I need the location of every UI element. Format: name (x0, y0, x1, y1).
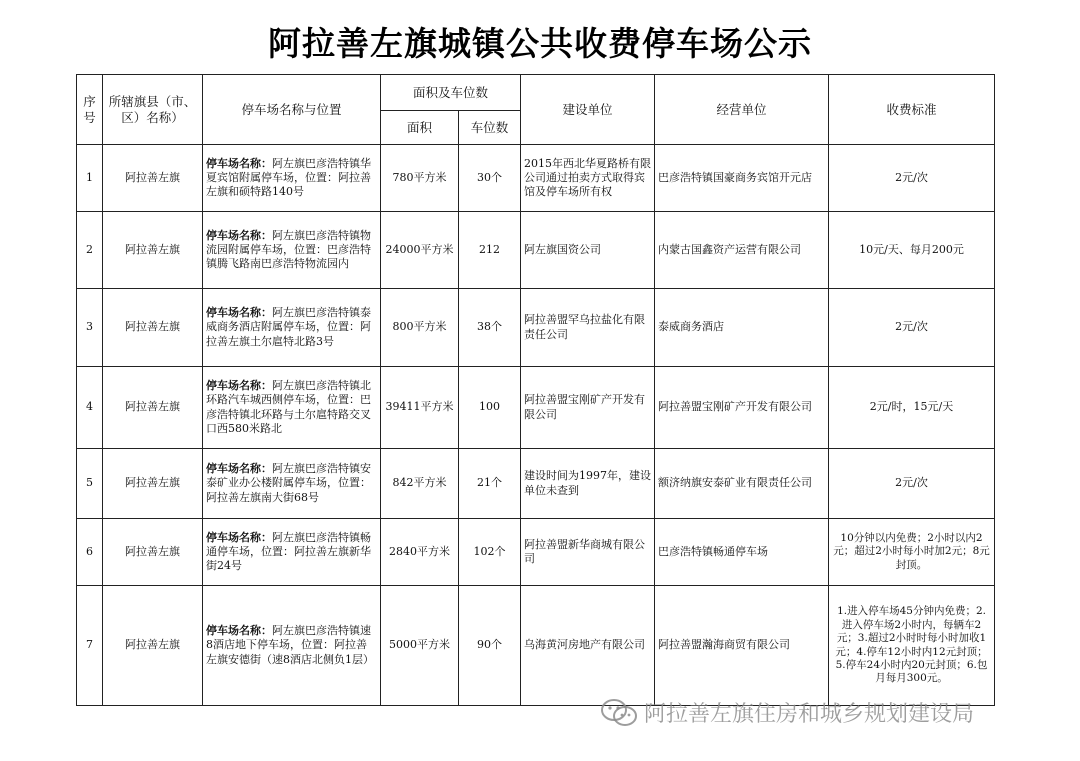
row-name-location-cell (203, 367, 381, 449)
row-no-cell: 2 (77, 212, 103, 289)
row-builder-cell: 阿拉善盟宝刚矿产开发有限公司 (521, 367, 655, 449)
parking-name-location-text: 阿左旗巴彦浩特镇泰威商务酒店附属停车场，位置：阿拉善左旗土尔扈特北路3号 (206, 306, 371, 348)
row-area-cell: 5000平方米 (381, 586, 459, 706)
row-area-cell: 24000平方米 (381, 212, 459, 289)
header-spaces: 车位数 (459, 111, 521, 145)
parking-name-label: 停车场名称： (206, 228, 272, 242)
row-operator-cell: 阿拉善盟宝刚矿产开发有限公司 (655, 367, 829, 449)
row-operator-cell: 泰威商务酒店 (655, 289, 829, 367)
header-fee: 收费标准 (829, 75, 995, 145)
row-no-cell: 1 (77, 145, 103, 212)
row-spaces-cell: 30个 (459, 145, 521, 212)
row-fee-cell: 2元/次 (829, 449, 995, 519)
row-area-cell: 842平方米 (381, 449, 459, 519)
row-no-cell: 7 (77, 586, 103, 706)
row-no-cell: 4 (77, 367, 103, 449)
parking-name-label: 停车场名称： (206, 379, 272, 393)
table-row (77, 145, 995, 212)
row-operator-cell: 阿拉善盟瀚海商贸有限公司 (655, 586, 829, 706)
parking-name-location-text: 阿左旗巴彦浩特镇物流园附属停车场，位置：巴彦浩特镇腾飞路南巴彦浩特物流园内 (206, 228, 371, 271)
row-operator-cell: 内蒙古国鑫资产运营有限公司 (655, 212, 829, 289)
parking-name-location-text: 阿左旗巴彦浩特镇速8酒店地下停车场，位置：阿拉善左旗安德街（速8酒店北侧负1层） (206, 624, 374, 666)
header-operator: 经营单位 (655, 75, 829, 145)
row-name-location-cell (203, 289, 381, 367)
row-name-location-cell (203, 145, 381, 212)
table-row (77, 519, 995, 586)
table-row (77, 212, 995, 289)
page-title: 阿拉善左旗城镇公共收费停车场公示 (268, 24, 812, 63)
row-no-cell: 5 (77, 449, 103, 519)
row-spaces-cell: 21个 (459, 449, 521, 519)
wechat-icon (600, 698, 638, 728)
row-operator-cell: 额济纳旗安泰矿业有限责任公司 (655, 449, 829, 519)
parking-notice-table (76, 74, 995, 706)
header-area-group: 面积及车位数 (381, 75, 521, 111)
parking-name-location-text: 阿左旗巴彦浩特镇北环路汽车城西侧停车场，位置：巴彦浩特镇北环路与土尔扈特路交叉口西580米路北 (206, 379, 371, 435)
table-row (77, 289, 995, 367)
row-spaces-cell: 38个 (459, 289, 521, 367)
parking-name-label: 停车场名称： (206, 462, 272, 476)
row-area-cell: 780平方米 (381, 145, 459, 212)
row-name-location-cell (203, 212, 381, 289)
row-fee-cell: 2元/时，15元/天 (829, 367, 995, 449)
row-builder-cell: 2015年西北华夏路桥有限公司通过拍卖方式取得宾馆及停车场所有权 (521, 145, 655, 212)
header-builder: 建设单位 (521, 75, 655, 145)
table-header-row (77, 75, 995, 111)
row-builder-cell: 阿拉善盟罕乌拉盐化有限责任公司 (521, 289, 655, 367)
row-fee-cell: 10分钟以内免费；2小时以内2元；超过2小时每小时加2元；8元封顶。 (829, 519, 995, 586)
row-builder-cell: 阿左旗国资公司 (521, 212, 655, 289)
row-county-cell: 阿拉善左旗 (103, 519, 203, 586)
row-name-location-cell (203, 519, 381, 586)
row-county-cell: 阿拉善左旗 (103, 212, 203, 289)
table-row (77, 449, 995, 519)
row-no-cell: 3 (77, 289, 103, 367)
row-spaces-cell: 100 (459, 367, 521, 449)
header-area: 面积 (381, 111, 459, 145)
parking-name-label: 停车场名称： (206, 156, 272, 170)
parking-name-location-text: 阿左旗巴彦浩特镇安泰矿业办公楼附属停车场，位置：阿拉善左旗南大街68号 (206, 462, 371, 504)
table-row (77, 367, 995, 449)
row-area-cell: 39411平方米 (381, 367, 459, 449)
parking-name-label: 停车场名称： (206, 306, 272, 320)
row-area-cell: 800平方米 (381, 289, 459, 367)
header-name-location: 停车场名称与位置 (203, 75, 381, 145)
row-fee-cell: 2元/次 (829, 289, 995, 367)
row-fee-cell: 2元/次 (829, 145, 995, 212)
row-area-cell: 2840平方米 (381, 519, 459, 586)
row-builder-cell: 建设时间为1997年，建设单位未查到 (521, 449, 655, 519)
row-builder-cell: 乌海黄河房地产有限公司 (521, 586, 655, 706)
row-builder-cell: 阿拉善盟新华商城有限公司 (521, 519, 655, 586)
parking-name-label: 停车场名称： (206, 530, 272, 544)
header-no: 序号 (77, 75, 103, 145)
row-fee-cell: 1.进入停车场45分钟内免费；2.进入停车场2小时内，每辆车2元；3.超过2小时时每小时加收1元；4.停车12小时内12元封顶；5.停车24小时内20元封顶；6.包月每月300元。 (829, 586, 995, 706)
row-county-cell: 阿拉善左旗 (103, 586, 203, 706)
row-county-cell: 阿拉善左旗 (103, 145, 203, 212)
watermark (600, 697, 974, 728)
table-row (77, 586, 995, 706)
row-no-cell: 6 (77, 519, 103, 586)
row-operator-cell: 巴彦浩特镇畅通停车场 (655, 519, 829, 586)
parking-name-location-text: 阿左旗巴彦浩特镇畅通停车场，位置：阿拉善左旗新华街24号 (206, 530, 371, 573)
row-county-cell: 阿拉善左旗 (103, 449, 203, 519)
row-county-cell: 阿拉善左旗 (103, 367, 203, 449)
header-county: 所辖旗县（市、区）名称） (103, 75, 203, 145)
row-spaces-cell: 212 (459, 212, 521, 289)
parking-name-label: 停车场名称： (206, 624, 272, 638)
row-operator-cell: 巴彦浩特镇国豪商务宾馆开元店 (655, 145, 829, 212)
row-fee-cell: 10元/天、每月200元 (829, 212, 995, 289)
parking-name-location-text: 阿左旗巴彦浩特镇华夏宾馆附属停车场，位置：阿拉善左旗和硕特路140号 (206, 156, 371, 199)
row-name-location-cell (203, 449, 381, 519)
row-spaces-cell: 90个 (459, 586, 521, 706)
row-county-cell: 阿拉善左旗 (103, 289, 203, 367)
row-name-location-cell (203, 586, 381, 706)
watermark-text: 阿拉善左旗住房和城乡规划建设局 (644, 702, 975, 727)
row-spaces-cell: 102个 (459, 519, 521, 586)
